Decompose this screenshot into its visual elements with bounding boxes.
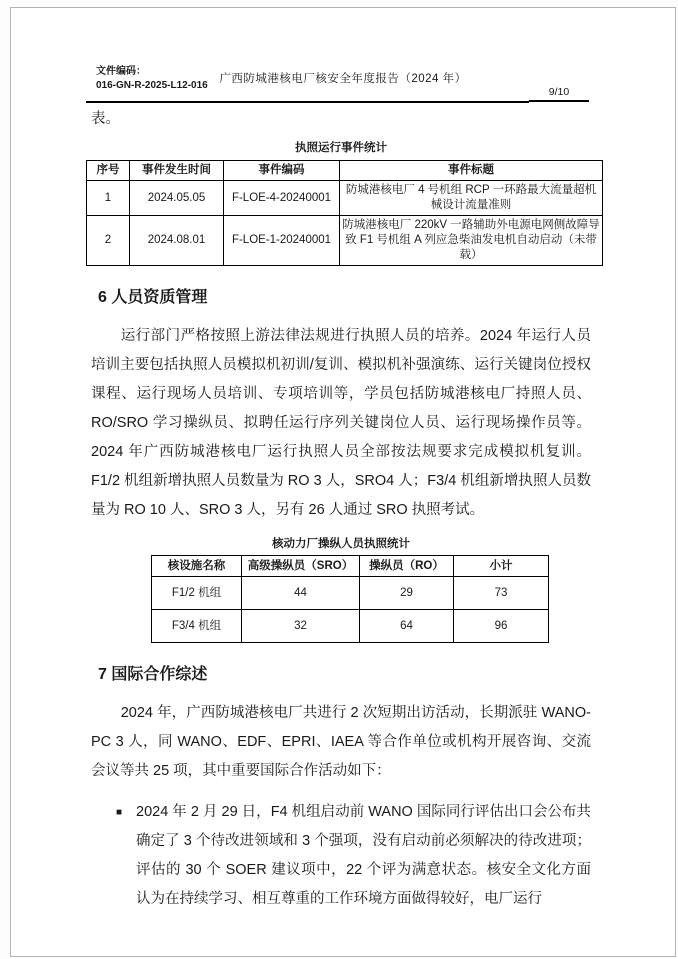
bullet-text: 2024 年 2 月 29 日，F4 机组启动前 WANO 国际同行评估出口会公布共确定了 3 个待改进领域和 3 个强项，没有启动前必须解决的待改进项；评估的 30 个 SOER 建议项中，22 个评为满意状态。核安全文化方面认为在持续学习、相互尊重的工作环境方面做得较好，电厂运行 [136,804,591,907]
doc-code-label: 文件编码： [96,66,146,77]
column-header: 序号 [87,161,130,181]
table-cell: 防城港核电厂 220kV 一路辅助外电源电网侧故障导致 F1 号机组 A 列应急柴油发电机自动启动（未带载） [340,216,603,266]
table-cell: F-LOE-4-20240001 [224,181,340,216]
bullet-square-icon: ■ [116,807,123,818]
table-cell: 2024.08.01 [130,216,224,266]
table-header-row [87,161,603,181]
column-header: 操纵员（RO） [360,556,454,577]
table-cell: 96 [454,610,549,643]
table-cell: F3/4 机组 [152,610,242,643]
page-number: 9/10 [529,86,589,102]
table-cell: 2 [87,216,130,266]
table-header-row [152,556,549,577]
table-cell: 防城港核电厂 4 号机组 RCP 一环路最大流量超机械设计流量准则 [340,181,603,216]
license-event-table [86,160,603,266]
column-header: 事件发生时间 [130,161,224,181]
operator-license-table [151,555,549,643]
table-cell: F-LOE-1-20240001 [224,216,340,266]
bullet-item [91,798,591,914]
report-title: 广西防城港核电厂核安全年度报告（2024 年） [219,73,467,85]
section-6-heading: 6 人员资质管理 [98,289,208,306]
page-content [91,8,600,914]
table-row [87,181,603,216]
table-cell: 32 [242,610,360,643]
table2-title: 核动力厂操纵人员执照统计 [272,538,410,550]
table-row [152,610,549,643]
doc-code-value: 016-GN-R-2025-L12-016 [96,80,208,91]
column-header: 事件标题 [340,161,603,181]
column-header: 事件编码 [224,161,340,181]
column-header: 核设施名称 [152,556,242,577]
document-page [10,7,676,957]
leading-text: 表。 [91,111,120,127]
table-row [87,216,603,266]
table-cell: 2024.05.05 [130,181,224,216]
section-7-paragraph: 2024 年，广西防城港核电厂共进行 2 次短期出访活动，长期派驻 WANO-PC 3 人，同 WANO、EDF、EPRI、IAEA 等合作单位或机构开展咨询、交流会议等共 25 项，其中重要国际合作活动如下： [91,705,591,779]
section-6-paragraph: 运行部门严格按照上游法律法规进行执照人员的培养。2024 年运行人员培训主要包括执照人员模拟机初训/复训、模拟机补强演练、运行关键岗位授权课程、运行现场人员培训、专项培训等，学员包括防城港核电厂持照人员、RO/SRO 学习操纵员、拟聘任运行序列关键岗位人员、运行现场操作员等。2024 年广西防城港核电厂运行执照人员全部按法规要求完成模拟机复训。F1/2 机组新增执照人员数量为 RO 3 人，SRO4 人；F3/4 机组新增执照人员数量为 RO 10 人、SRO 3 人，另有 26 人通过 SRO 执照考试。 [91,328,591,518]
table-cell: 1 [87,181,130,216]
table1-title: 执照运行事件统计 [295,142,387,154]
table-cell: F1/2 机组 [152,577,242,610]
table-cell: 29 [360,577,454,610]
section-7-heading: 7 国际合作综述 [98,666,208,683]
column-header: 小计 [454,556,549,577]
table-cell: 44 [242,577,360,610]
table-row [152,577,549,610]
table-cell: 64 [360,610,454,643]
column-header: 高级操纵员（SRO） [242,556,360,577]
table-cell: 73 [454,577,549,610]
